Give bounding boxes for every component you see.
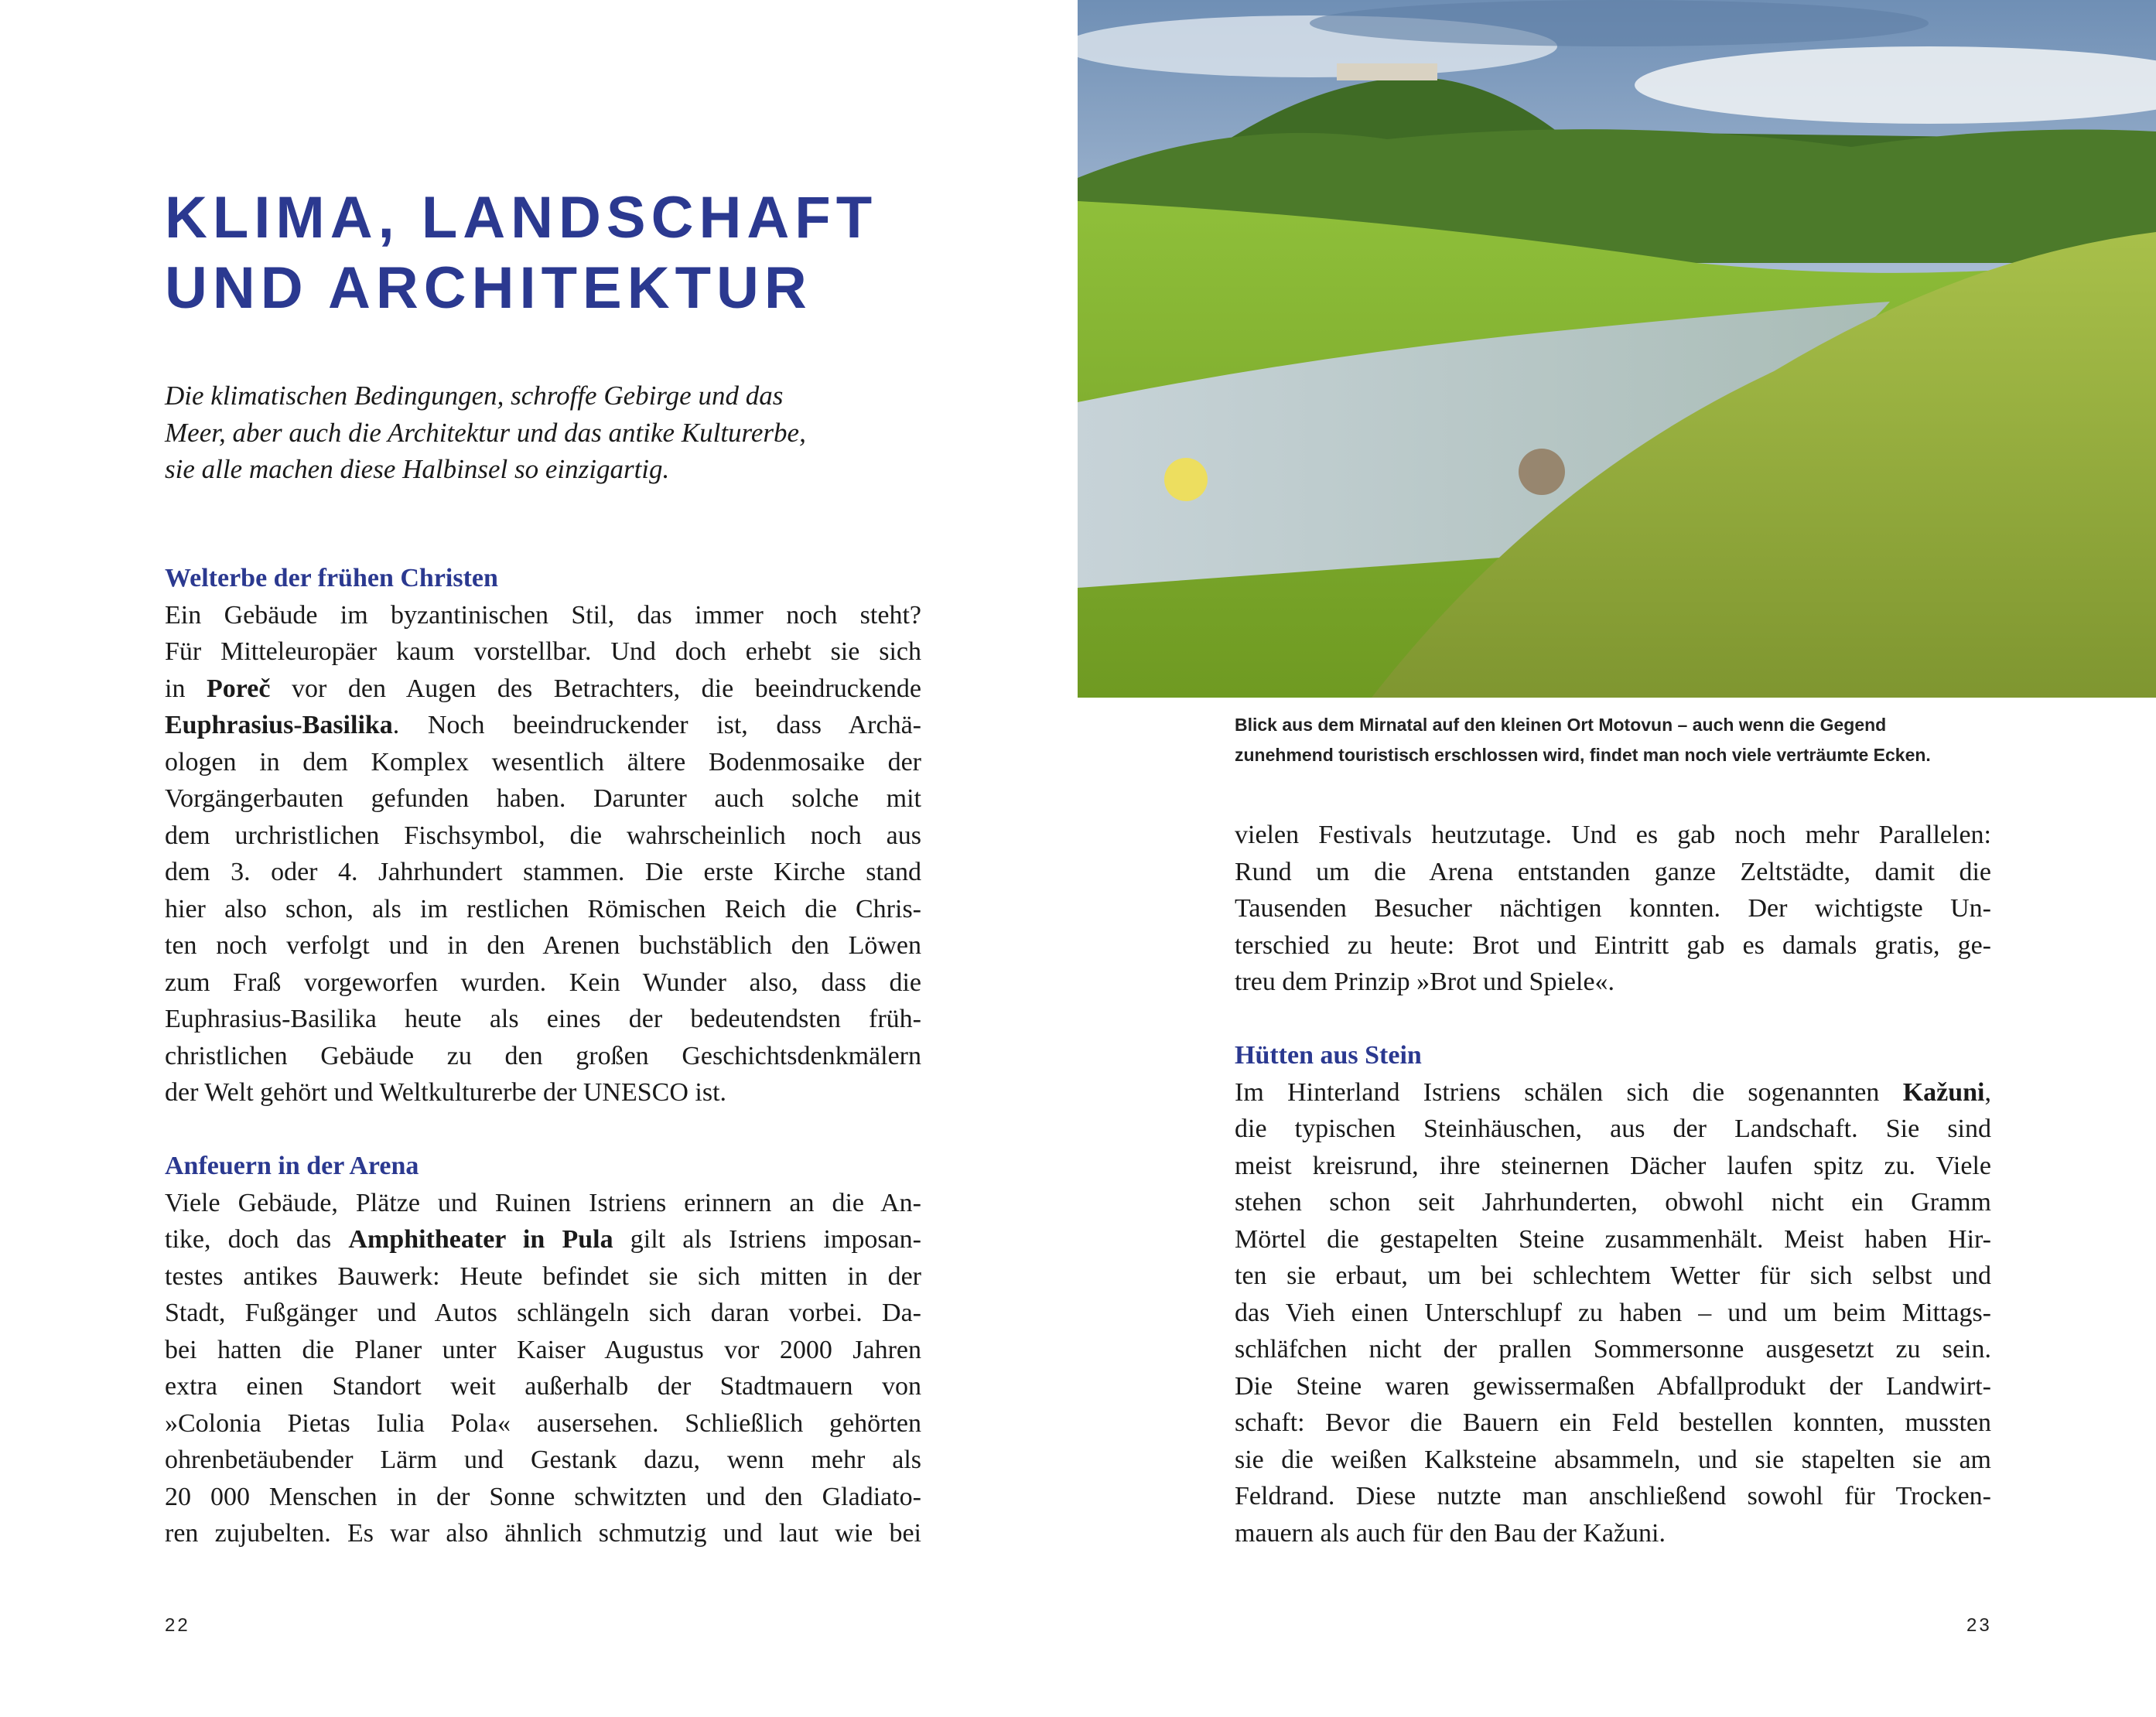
- body-text-line: [1235, 1221, 1991, 1258]
- right-text-column: [1235, 817, 1991, 1551]
- text-run: Mörtel die gestapelten Steine zusammenhält. Meist haben Hir-: [1235, 1224, 1991, 1254]
- lead-line: Meer, aber auch die Architektur und das antike Kulturerbe,: [165, 417, 806, 448]
- body-text-line: [165, 1405, 921, 1442]
- text-run: sie die weißen Kalksteine absammeln, und sie stapelten sie am: [1235, 1445, 1991, 1474]
- text-run: ologen in dem Komplex wesentlich ältere Bodenmosaike der: [165, 747, 921, 777]
- body-text-line: [165, 744, 921, 781]
- text-run: Für Mitteleuropäer kaum vorstellbar. Und doch erhebt sie sich: [165, 637, 921, 666]
- text-run: Tausenden Besucher nächtigen konnten. Der wichtigste Un-: [1235, 894, 1991, 923]
- page-number-right: 23: [1966, 1615, 1992, 1636]
- text-run: extra einen Standort weit außerhalb der Stadtmauern von: [165, 1372, 921, 1401]
- body-text-line: [165, 1074, 921, 1111]
- chapter-title-line: KLIMA, LANDSCHAFT: [165, 185, 878, 251]
- body-text-line: [165, 1295, 921, 1332]
- body-text-line: [1235, 817, 1991, 854]
- body-text-line: [1235, 964, 1991, 1001]
- body-text-line: [165, 1001, 921, 1038]
- hilltop-town: [1337, 63, 1437, 80]
- caption-line: Blick aus dem Mirnatal auf den kleinen Ort Motovun – auch wenn die Gegend: [1235, 715, 1887, 735]
- text-run: das Vieh einen Unterschlupf zu haben – und um beim Mittags-: [1235, 1298, 1991, 1327]
- section-heading: Anfeuern in der Arena: [165, 1152, 419, 1180]
- bold-place-name: Poreč: [207, 674, 271, 703]
- text-run: ohrenbetäubender Lärm und Gestank dazu, wenn mehr als: [165, 1446, 921, 1474]
- text-run: 20 000 Menschen in der Sonne schwitzten und den Gladiato-: [165, 1482, 921, 1511]
- body-text-line: [1235, 1111, 1991, 1148]
- text-run: ten sie erbaut, um bei schlechtem Wetter für sich selbst und: [1235, 1261, 1991, 1290]
- body-text-line: [1235, 890, 1991, 927]
- text-run: Die Steine waren gewissermaßen Abfallprodukt der Landwirt-: [1235, 1371, 1991, 1401]
- body-text-line: [1235, 1515, 1991, 1552]
- body-text-line: [1235, 1405, 1991, 1442]
- body-text-line: [1235, 1148, 1991, 1185]
- body-text-line: [1235, 1368, 1991, 1405]
- text-run: stehen schon seit Jahrhunderten, obwohl nicht ein Gramm: [1235, 1188, 1991, 1217]
- bold-place-name: Euphrasius-Basilika: [165, 711, 393, 739]
- text-run: gilt als Istriens imposan-: [613, 1225, 921, 1254]
- body-text-line: [1235, 1258, 1991, 1295]
- text-run: hier also schon, als im restlichen Römischen Reich die Chris-: [165, 894, 921, 923]
- body-text-line: [1235, 854, 1991, 891]
- lead-line: Die klimatischen Bedingungen, schroffe Gebirge und das: [165, 381, 784, 411]
- text-run: schläfchen nicht der prallen Sommersonne ausgesetzt zu sein.: [1235, 1335, 1991, 1364]
- text-run: zum Fraß vorgeworfen wurden. Kein Wunder also, dass die: [165, 968, 921, 997]
- left-text-column: [165, 560, 921, 1552]
- body-text-line: [165, 1479, 921, 1516]
- body-text-line: [165, 1515, 921, 1552]
- text-run: vor den Augen des Betrachters, die beeindruckende: [270, 674, 921, 703]
- body-text-line: [1235, 1295, 1991, 1332]
- text-run: in: [165, 674, 207, 703]
- body-text-line: [165, 1258, 921, 1295]
- photo-caption: [1235, 710, 1931, 770]
- text-run: dem urchristlichen Fischsymbol, die wahrscheinlich noch aus: [165, 821, 921, 850]
- body-text-line: [165, 1332, 921, 1369]
- body-text-line: [165, 780, 921, 818]
- body-text-line: [165, 633, 921, 671]
- body-text-line: [165, 1038, 921, 1075]
- text-run: . Noch beeindruckender ist, dass Archä-: [392, 711, 921, 739]
- bold-place-name: Amphitheater in Pula: [348, 1225, 613, 1254]
- body-text-line: [165, 597, 921, 634]
- text-run: »Colonia Pietas Iulia Pola« ausersehen. Schließlich gehörten: [165, 1408, 921, 1438]
- text-run: schaft: Bevor die Bauern ein Feld bestellen konnten, mussten: [1235, 1408, 1991, 1437]
- text-run: Feldrand. Diese nutzte man anschließend sowohl für Trocken-: [1235, 1482, 1991, 1510]
- text-run: christlichen Gebäude zu den großen Geschichtsdenkmälern: [165, 1041, 921, 1070]
- paragraph-spacer: [165, 1111, 921, 1149]
- body-text-line: [165, 891, 921, 928]
- text-run: vielen Festivals heutzutage. Und es gab noch mehr Parallelen:: [1235, 821, 1991, 849]
- text-run: ren zujubelten. Es war also ähnlich schmutzig und laut wie bei: [165, 1519, 921, 1548]
- text-run: bei hatten die Planer unter Kaiser Augustus vor 2000 Jahren: [165, 1335, 921, 1364]
- landscape-photo-motovun: [1078, 0, 2156, 698]
- text-run: mauern als auch für den Bau der Kažuni.: [1235, 1518, 1666, 1548]
- text-run: Viele Gebäude, Plätze und Ruinen Istriens erinnern an die An-: [165, 1188, 921, 1217]
- text-run: meist kreisrund, ihre steinernen Dächer laufen spitz zu. Viele: [1235, 1151, 1991, 1180]
- body-text-line: [165, 1442, 921, 1479]
- body-text-line: [165, 964, 921, 1002]
- body-text-line: [1235, 1184, 1991, 1221]
- body-text-line: [165, 1221, 921, 1258]
- text-run: testes antikes Bauwerk: Heute befindet sie sich mitten in der: [165, 1261, 921, 1291]
- bold-place-name: Kažuni: [1902, 1077, 1985, 1107]
- yellow-flower: [1164, 458, 1208, 501]
- body-text-line: [165, 854, 921, 891]
- body-text-line: [1235, 1331, 1991, 1368]
- body-text-line: [1235, 927, 1991, 964]
- text-run: Euphrasius-Basilika heute als eines der bedeutendsten früh-: [165, 1005, 921, 1033]
- text-run: ten noch verfolgt und in den Arenen buchstäblich den Löwen: [165, 931, 921, 960]
- chapter-title-line: UND ARCHITEKTUR: [165, 255, 812, 321]
- text-run: terschied zu heute: Brot und Eintritt gab es damals gratis, ge-: [1235, 930, 1991, 960]
- text-run: der Welt gehört und Weltkulturerbe der UNESCO ist.: [165, 1078, 727, 1107]
- chapter-title: [165, 183, 877, 323]
- caption-line: zunehmend touristisch erschlossen wird, findet man noch viele verträumte Ecken.: [1235, 745, 1931, 765]
- lead-line: sie alle machen diese Halbinsel so einzigartig.: [165, 454, 670, 484]
- text-run: Ein Gebäude im byzantinischen Stil, das immer noch steht?: [165, 600, 921, 630]
- text-run: Im Hinterland Istriens schälen sich die sogenannten: [1235, 1077, 1903, 1107]
- body-text-line: [1235, 1478, 1991, 1515]
- text-run: treu dem Prinzip »Brot und Spiele«.: [1235, 968, 1615, 996]
- text-run: Stadt, Fußgänger und Autos schlängeln sich daran vorbei. Da-: [165, 1299, 921, 1327]
- text-run: tike, doch das: [165, 1225, 349, 1254]
- body-text-line: [165, 927, 921, 964]
- text-run: Rund um die Arena entstanden ganze Zeltstädte, damit die: [1235, 857, 1991, 886]
- text-run: die typischen Steinhäuschen, aus der Landschaft. Sie sind: [1235, 1115, 1991, 1143]
- body-text-line: [165, 707, 921, 744]
- body-text-line: [1235, 1442, 1991, 1479]
- body-text-line: [165, 1368, 921, 1405]
- paragraph-spacer: [1235, 1001, 1991, 1038]
- text-run: ,: [1984, 1077, 1991, 1107]
- body-text-line: [165, 1185, 921, 1222]
- body-text-line: [165, 818, 921, 855]
- text-run: Vorgängerbauten gefunden haben. Darunter auch solche mit: [165, 784, 921, 813]
- section-heading: Welterbe der frühen Christen: [165, 564, 498, 592]
- page-number-left: 22: [165, 1615, 190, 1636]
- body-text-line: [165, 671, 921, 708]
- body-text-line: [1235, 1074, 1991, 1111]
- section-heading: Hütten aus Stein: [1235, 1041, 1422, 1070]
- lead-paragraph: [165, 377, 923, 488]
- text-run: dem 3. oder 4. Jahrhundert stammen. Die erste Kirche stand: [165, 858, 921, 886]
